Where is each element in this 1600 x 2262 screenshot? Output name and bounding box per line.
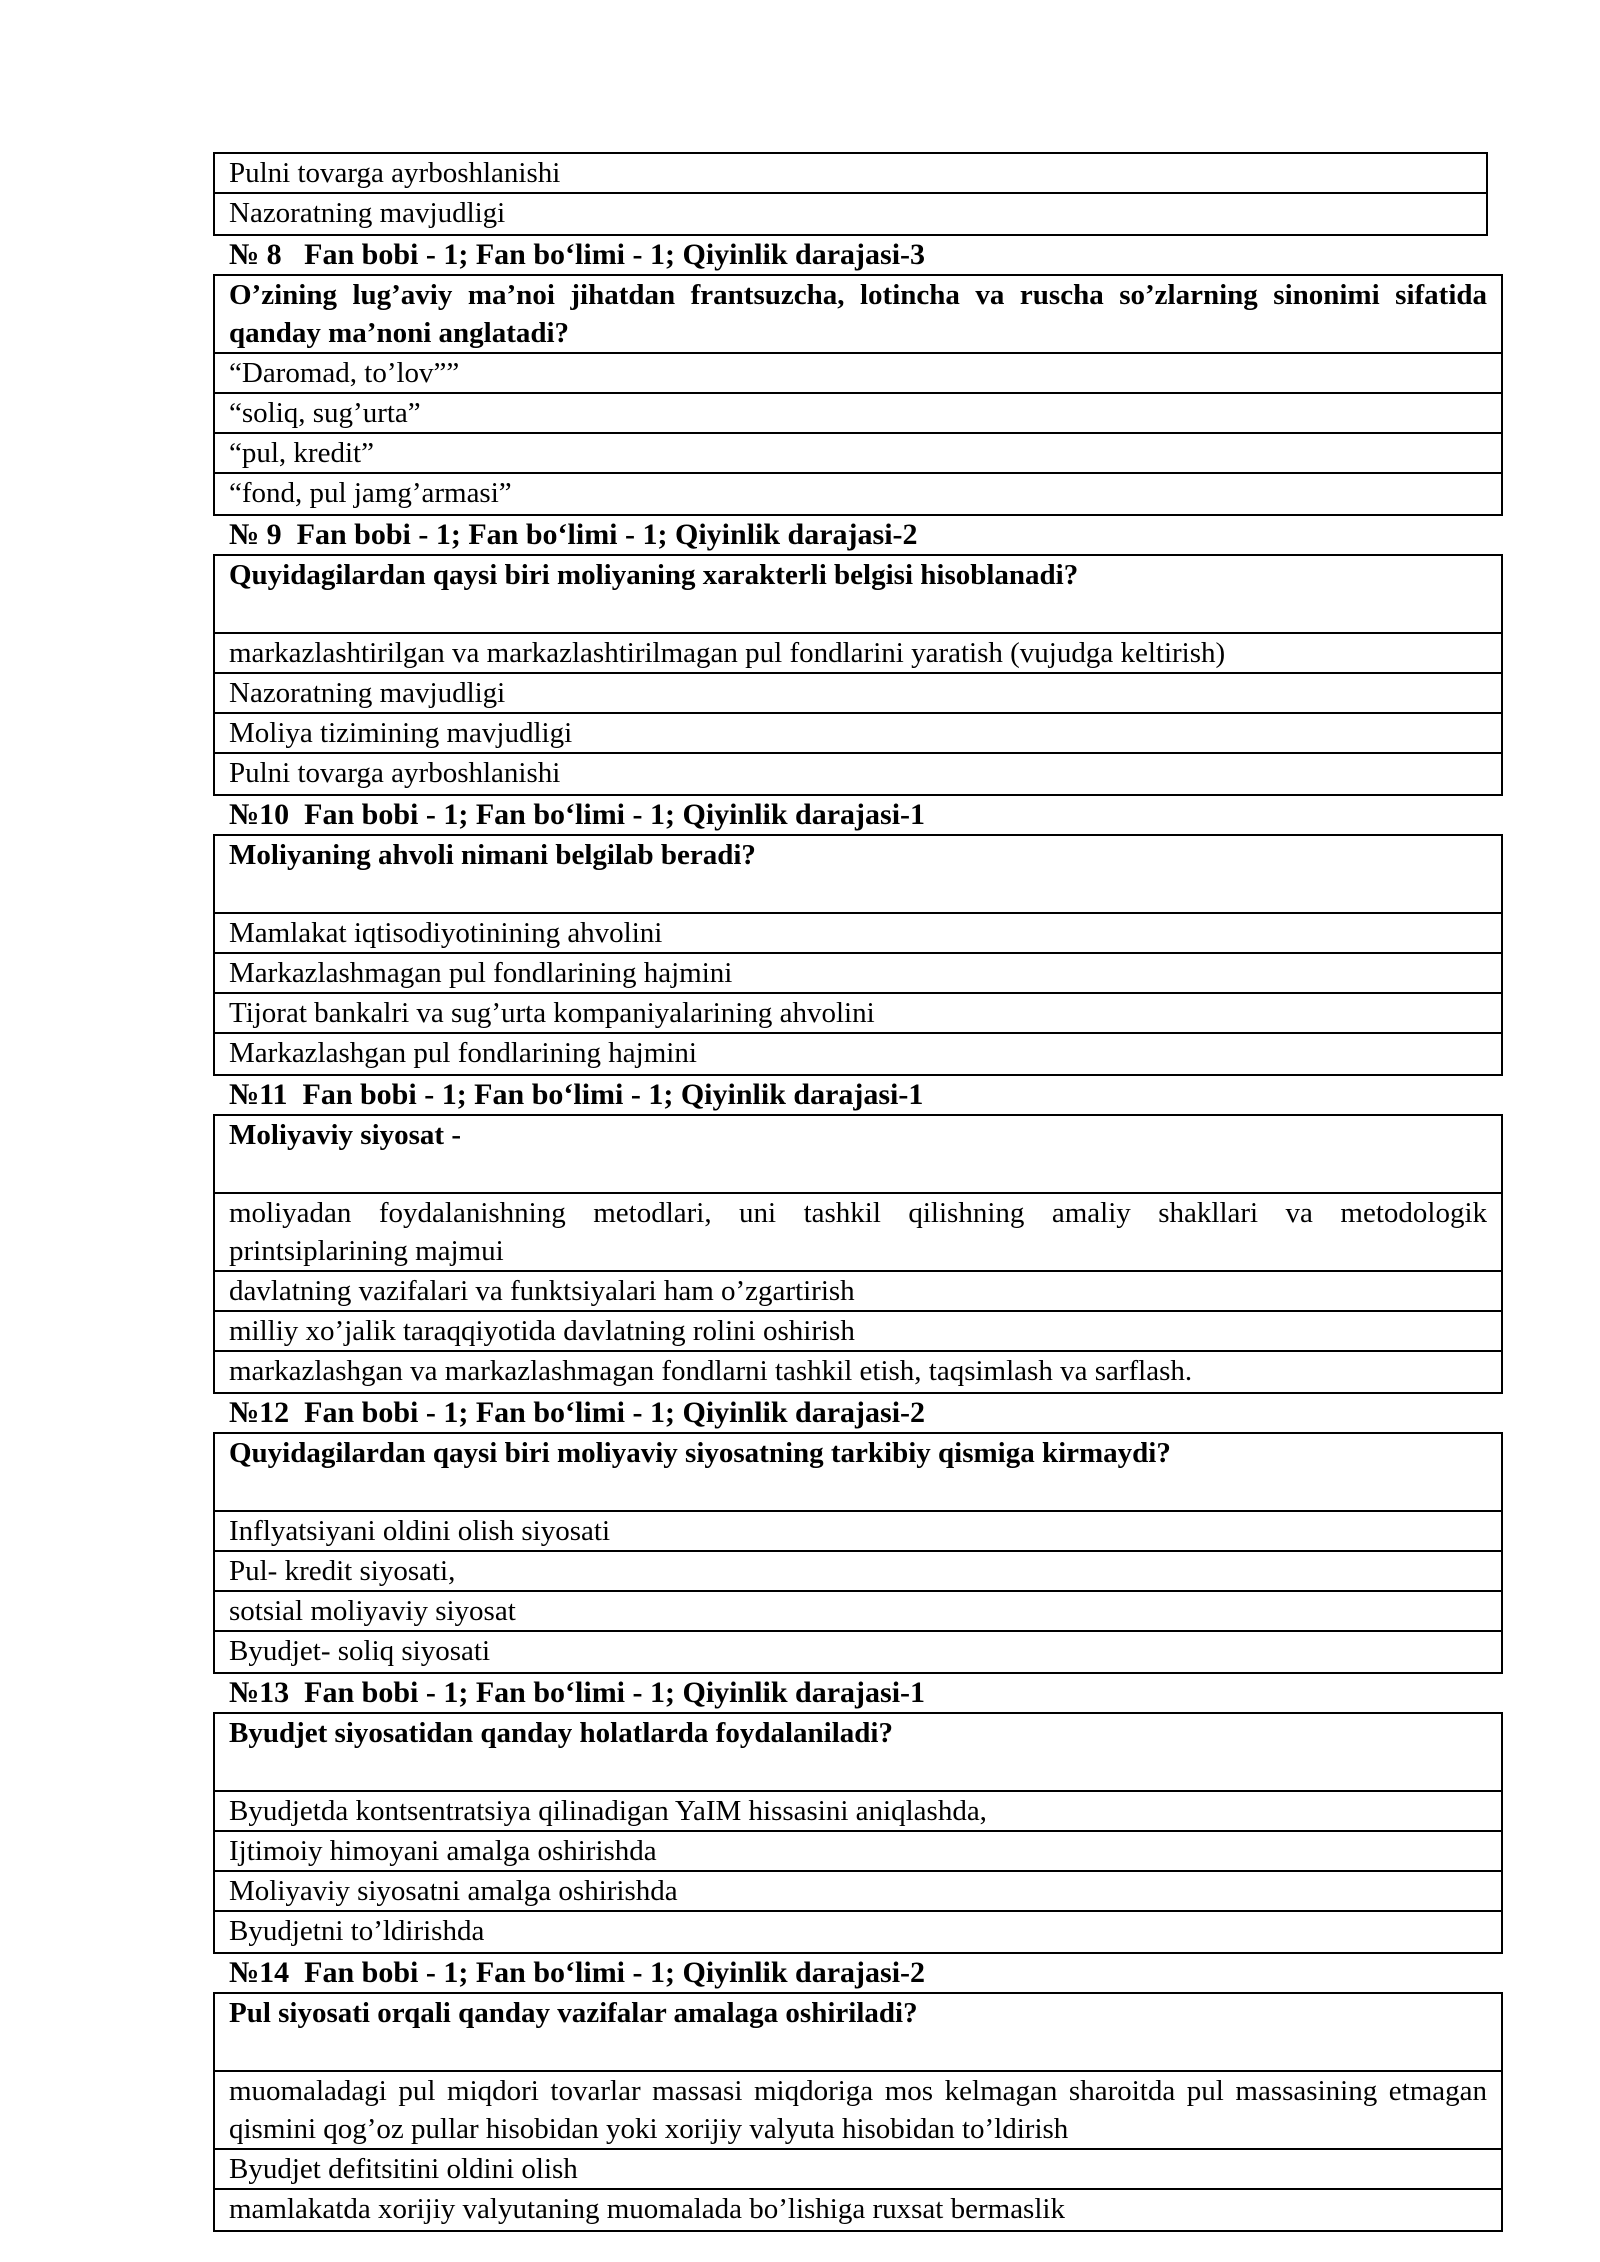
answer-table-q7 [213,152,1488,236]
answer-row: Tijorat bankalri va sug’urta kompaniyalarining ahvolini [215,994,1501,1034]
question-text: O’zining lug’aviy ma’noi jihatdan frantsuzcha, lotincha va ruscha so’zlarning sinonimi sifatida qanday ma’noni anglatadi? [215,276,1501,354]
answer-row: muomaladagi pul miqdori tovarlar massasi miqdoriga mos kelmagan sharoitda pul massasining etmagan qismini qog’oz pullar hisobidan yoki xorijiy valyuta hisobidan to’ldirish [215,2072,1501,2150]
answer-row: Moliya tizimining mavjudligi [215,714,1501,754]
question-table [213,1114,1503,1394]
answer-row: Markazlashgan pul fondlarining hajmini [229,1037,697,1069]
answer-row: Byudjet- soliq siyosati [229,1635,490,1667]
answer-row: Ijtimoiy himoyani amalga oshirishda [215,1832,1501,1872]
question-text: Quyidagilardan qaysi biri moliyaning xarakterli belgisi hisoblanadi? [215,556,1501,634]
answer-row: Moliyaviy siyosatni amalga oshirishda [215,1872,1501,1912]
answer-row: markazlashgan va markazlashmagan fondlarni tashkil etish, taqsimlash va sarflash. [229,1355,1193,1387]
answer-row: Byudjetni to’ldirishda [229,1915,485,1947]
answer-row: milliy xo’jalik taraqqiyotida davlatning rolini oshirish [215,1312,1501,1352]
answer-row: “pul, kredit” [215,434,1501,474]
question-header-text: №11 Fan bobi - 1; Fan bo‘limi - 1; Qiyinlik darajasi-1 [229,1078,924,1111]
question-table [213,834,1503,1076]
document-page [213,152,1503,2232]
answer-row: Nazoratning mavjudligi [229,197,506,229]
answer-row: “Daromad, to’lov”” [215,354,1501,394]
answer-row: “soliq, sug’urta” [215,394,1501,434]
question-table [213,1712,1503,1954]
answer-row: Markazlashmagan pul fondlarining hajmini [215,954,1501,994]
question-header [213,1394,1503,1432]
answer-row: davlatning vazifalari va funktsiyalari ham o’zgartirish [215,1272,1501,1312]
question-header-text: № 8 Fan bobi - 1; Fan bo‘limi - 1; Qiyinlik darajasi-3 [229,238,926,271]
answer-row: Byudjet defitsitini oldini olish [215,2150,1501,2190]
answer-row: Byudjetda kontsentratsiya qilinadigan YaIM hissasini aniqlashda, [215,1792,1501,1832]
question-table [213,1992,1503,2232]
answer-row: “fond, pul jamg’armasi” [229,477,512,509]
answer-row: markazlashtirilgan va markazlashtirilmagan pul fondlarini yaratish (vujudga keltirish) [215,634,1501,674]
answer-row: Pulni tovarga ayrboshlanishi [215,154,1486,194]
answer-row: moliyadan foydalanishning metodlari, uni tashkil qilishning amaliy shakllari va metodologik printsiplarining majmui [215,1194,1501,1272]
question-header [213,1954,1503,1992]
question-header-text: №12 Fan bobi - 1; Fan bo‘limi - 1; Qiyinlik darajasi-2 [229,1396,926,1429]
question-header-text: №13 Fan bobi - 1; Fan bo‘limi - 1; Qiyinlik darajasi-1 [229,1676,926,1709]
question-text: Moliyaviy siyosat - [215,1116,1501,1194]
question-header-text: №10 Fan bobi - 1; Fan bo‘limi - 1; Qiyinlik darajasi-1 [229,798,926,831]
question-list [213,236,1503,2232]
question-header [213,1076,1503,1114]
question-header-text: № 9 Fan bobi - 1; Fan bo‘limi - 1; Qiyinlik darajasi-2 [229,518,918,551]
question-header [213,1674,1503,1712]
answer-row: Mamlakat iqtisodiyotinining ahvolini [215,914,1501,954]
question-text: Quyidagilardan qaysi biri moliyaviy siyosatning tarkibiy qismiga kirmaydi? [215,1434,1501,1512]
answer-row: Inflyatsiyani oldini olish siyosati [215,1512,1501,1552]
answer-row: sotsial moliyaviy siyosat [215,1592,1501,1632]
question-header-text: №14 Fan bobi - 1; Fan bo‘limi - 1; Qiyinlik darajasi-2 [229,1956,926,1989]
answer-row: Pulni tovarga ayrboshlanishi [229,757,561,789]
question-header [213,516,1503,554]
question-table [213,1432,1503,1674]
question-table [213,554,1503,796]
answer-row: mamlakatda xorijiy valyutaning muomalada bo’lishiga ruxsat bermaslik [229,2193,1065,2225]
question-text: Pul siyosati orqali qanday vazifalar amalaga oshiriladi? [215,1994,1501,2072]
question-text: Moliyaning ahvoli nimani belgilab beradi? [215,836,1501,914]
answer-row: Pul- kredit siyosati, [215,1552,1501,1592]
question-table [213,274,1503,516]
question-text: Byudjet siyosatidan qanday holatlarda foydalaniladi? [215,1714,1501,1792]
question-header [213,236,1503,274]
answer-row: Nazoratning mavjudligi [215,674,1501,714]
question-header [213,796,1503,834]
